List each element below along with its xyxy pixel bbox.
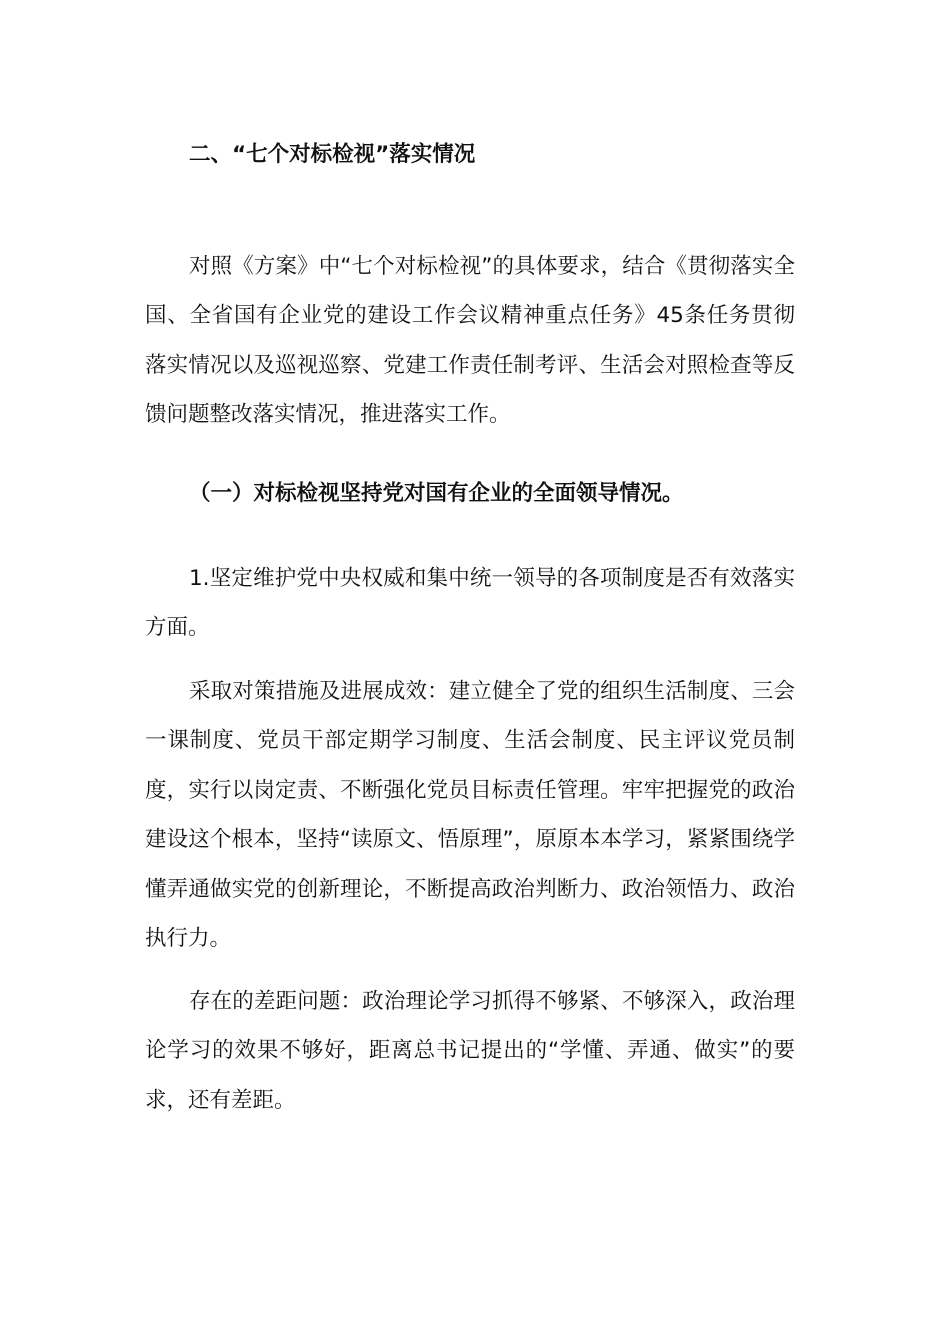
subsection-heading: （一）对标检视坚持党对国有企业的全面领导情况。 [189,481,684,506]
gaps-paragraph: 存在的差距问题：政治理论学习抓得不够紧、不够深入，政治理论学习的效果不够好，距离总书记提出的“学懂、弄通、做实”的要求，还有差距。 [145,989,795,1113]
intro-paragraph: 对照《方案》中“七个对标检视”的具体要求，结合《贯彻落实全国、全省国有企业党的建设工作会议精神重点任务》45条任务贯彻落实情况以及巡视巡察、党建工作责任制考评、生活会对照检查等反馈问题整改落实情况，推进落实工作。 [145,254,795,428]
section-heading: 二、“七个对标检视”落实情况 [189,142,476,167]
measures-paragraph: 采取对策措施及进展成效：建立健全了党的组织生活制度、三会一课制度、党员干部定期学习制度、生活会制度、民主评议党员制度，实行以岗定责、不断强化党员目标责任管理。牢牢把握党的政治建设这个根本，坚持“读原文、悟原理”，原原本本学习，紧紧围绕学懂弄通做实党的创新理论，不断提高政治判断力、政治领悟力、政治执行力。 [145,679,795,952]
item-1-paragraph: 1.坚定维护党中央权威和集中统一领导的各项制度是否有效落实方面。 [145,566,795,641]
